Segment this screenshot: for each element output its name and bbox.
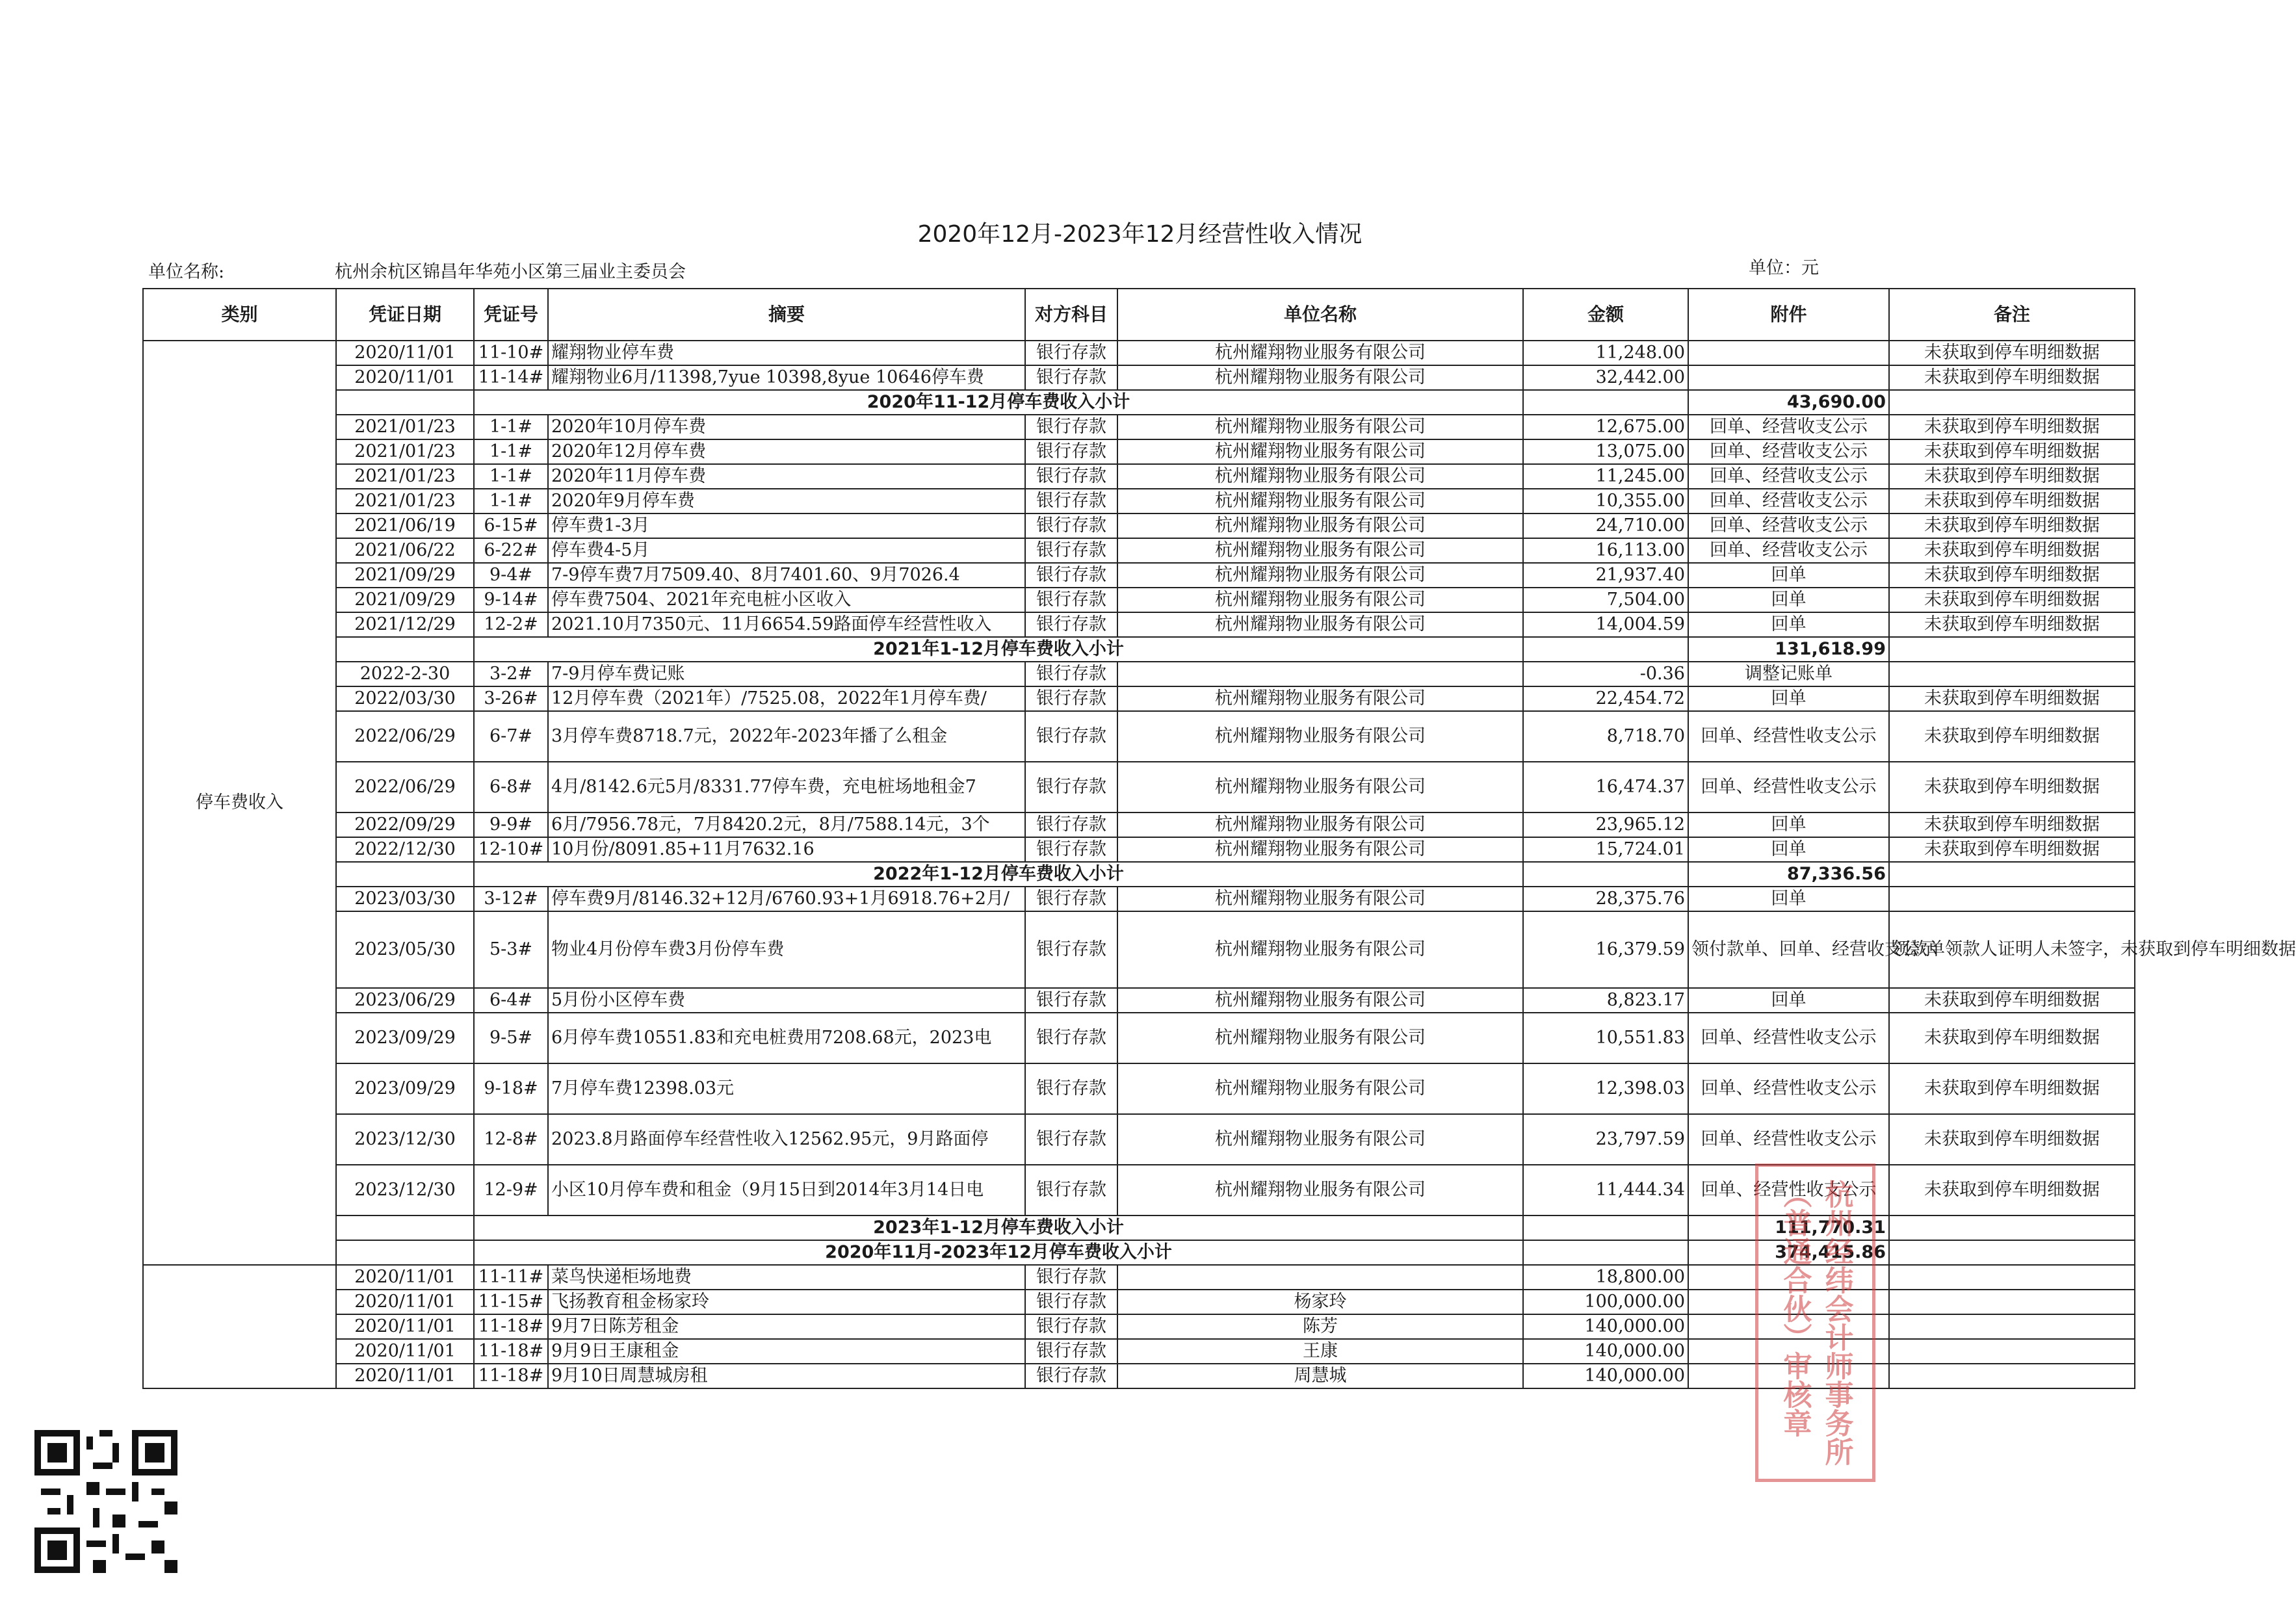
cell-note: 未获取到停车明细数据 — [1889, 588, 2135, 612]
cell-voucher: 6-15# — [474, 514, 548, 538]
cell-summary: 10月份/8091.85+11月7632.16 — [548, 837, 1025, 862]
col-voucher: 凭证号 — [474, 289, 548, 341]
cell-note: 未获取到停车明细数据 — [1889, 341, 2135, 365]
table-row — [143, 711, 2135, 762]
cell-summary: 2020年11月停车费 — [548, 464, 1025, 489]
subtotal-company-blank — [1523, 637, 1688, 662]
cell-attachment: 回单、经营收支公示 — [1688, 439, 1889, 464]
cell-voucher: 11-15# — [474, 1290, 548, 1314]
cell-date: 2020/11/01 — [336, 1265, 474, 1290]
cell-company — [1117, 662, 1523, 686]
col-company: 单位名称 — [1117, 289, 1523, 341]
cell-date: 2022/06/29 — [336, 711, 474, 762]
cell-note: 未获取到停车明细数据 — [1889, 762, 2135, 812]
cell-voucher: 3-2# — [474, 662, 548, 686]
table-row — [143, 1013, 2135, 1063]
cell-amount: 8,823.17 — [1523, 988, 1688, 1013]
cell-summary: 停车费1-3月 — [548, 514, 1025, 538]
cell-account: 银行存款 — [1025, 1364, 1117, 1388]
cell-note: 未获取到停车明细数据 — [1889, 686, 2135, 711]
cell-amount: 23,797.59 — [1523, 1114, 1688, 1165]
cell-note: 未获取到停车明细数据 — [1889, 988, 2135, 1013]
cell-voucher: 6-8# — [474, 762, 548, 812]
cell-summary: 停车费4-5月 — [548, 538, 1025, 563]
cell-company: 杭州耀翔物业服务有限公司 — [1117, 711, 1523, 762]
cell-company: 杭州耀翔物业服务有限公司 — [1117, 1013, 1523, 1063]
cell-amount: 12,398.03 — [1523, 1063, 1688, 1114]
cell-voucher: 9-14# — [474, 588, 548, 612]
cell-voucher: 5-3# — [474, 911, 548, 988]
cell-date: 2021/06/19 — [336, 514, 474, 538]
cell-company: 杭州耀翔物业服务有限公司 — [1117, 588, 1523, 612]
cell-note: 未获取到停车明细数据 — [1889, 514, 2135, 538]
subtotal-blank — [336, 637, 474, 662]
cell-account: 银行存款 — [1025, 341, 1117, 365]
cell-summary: 3月停车费8718.7元，2022年-2023年播了么租金 — [548, 711, 1025, 762]
cell-voucher: 6-22# — [474, 538, 548, 563]
cell-account: 银行存款 — [1025, 711, 1117, 762]
cell-company: 杭州耀翔物业服务有限公司 — [1117, 1114, 1523, 1165]
subtotal-row — [143, 862, 2135, 887]
cell-amount: 24,710.00 — [1523, 514, 1688, 538]
cell-attachment: 回单 — [1688, 612, 1889, 637]
cell-account: 银行存款 — [1025, 489, 1117, 514]
cell-company: 陈芳 — [1117, 1314, 1523, 1339]
category-rent — [143, 1265, 336, 1388]
cell-company: 杨家玲 — [1117, 1290, 1523, 1314]
cell-amount: 23,965.12 — [1523, 812, 1688, 837]
cell-date: 2021/09/29 — [336, 563, 474, 588]
cell-voucher: 9-18# — [474, 1063, 548, 1114]
cell-note — [1889, 1290, 2135, 1314]
cell-date: 2020/11/01 — [336, 1339, 474, 1364]
cell-company: 杭州耀翔物业服务有限公司 — [1117, 612, 1523, 637]
cell-note: 未获取到停车明细数据 — [1889, 489, 2135, 514]
cell-company: 杭州耀翔物业服务有限公司 — [1117, 1165, 1523, 1216]
cell-voucher: 12-8# — [474, 1114, 548, 1165]
col-amount: 金额 — [1523, 289, 1688, 341]
cell-company: 周慧城 — [1117, 1364, 1523, 1388]
cell-summary: 4月/8142.6元5月/8331.77停车费，充电桩场地租金7 — [548, 762, 1025, 812]
cell-amount: 28,375.76 — [1523, 887, 1688, 911]
cell-account: 银行存款 — [1025, 812, 1117, 837]
cell-date: 2022/12/30 — [336, 837, 474, 862]
cell-attachment: 回单 — [1688, 812, 1889, 837]
cell-attachment: 回单 — [1688, 837, 1889, 862]
cell-note: 未获取到停车明细数据 — [1889, 837, 2135, 862]
cell-company: 杭州耀翔物业服务有限公司 — [1117, 988, 1523, 1013]
cell-voucher: 11-14# — [474, 365, 548, 390]
subtotal-label: 2022年1-12月停车费收入小计 — [474, 862, 1523, 887]
cell-attachment: 回单、经营性收支公示 — [1688, 711, 1889, 762]
stamp-text: 杭州经纬会计师事务所（普通合伙）审核章 — [1778, 1180, 1853, 1466]
cell-account: 银行存款 — [1025, 464, 1117, 489]
table-row — [143, 415, 2135, 439]
cell-date: 2021/09/29 — [336, 588, 474, 612]
cell-company: 杭州耀翔物业服务有限公司 — [1117, 341, 1523, 365]
col-category: 类别 — [143, 289, 336, 341]
cell-attachment: 回单、经营收支公示 — [1688, 464, 1889, 489]
cell-account: 银行存款 — [1025, 988, 1117, 1013]
cell-voucher: 12-10# — [474, 837, 548, 862]
cell-company: 杭州耀翔物业服务有限公司 — [1117, 365, 1523, 390]
subtotal-label: 2023年1-12月停车费收入小计 — [474, 1216, 1523, 1240]
cell-company: 杭州耀翔物业服务有限公司 — [1117, 415, 1523, 439]
cell-date: 2021/01/23 — [336, 415, 474, 439]
cell-attachment: 回单、经营性收支公示 — [1688, 1165, 1889, 1216]
cell-note: 未获取到停车明细数据 — [1889, 1013, 2135, 1063]
subtotal-company-blank — [1523, 390, 1688, 415]
cell-summary: 停车费9月/8146.32+12月/6760.93+1月6918.76+2月/ — [548, 887, 1025, 911]
cell-company: 杭州耀翔物业服务有限公司 — [1117, 563, 1523, 588]
cell-amount: 8,718.70 — [1523, 711, 1688, 762]
cell-voucher: 11-18# — [474, 1364, 548, 1388]
cell-voucher: 11-10# — [474, 341, 548, 365]
cell-voucher: 1-1# — [474, 439, 548, 464]
cell-amount: 22,454.72 — [1523, 686, 1688, 711]
cell-account: 银行存款 — [1025, 1290, 1117, 1314]
table-row — [143, 911, 2135, 988]
subtotal-row — [143, 637, 2135, 662]
cell-account: 银行存款 — [1025, 563, 1117, 588]
currency-unit: 单位：元 — [1749, 258, 1819, 278]
cell-date: 2023/05/30 — [336, 911, 474, 988]
cell-account: 银行存款 — [1025, 911, 1117, 988]
table-row — [143, 563, 2135, 588]
cell-date: 2023/06/29 — [336, 988, 474, 1013]
table-row — [143, 686, 2135, 711]
cell-attachment: 回单、经营性收支公示 — [1688, 1013, 1889, 1063]
cell-company: 杭州耀翔物业服务有限公司 — [1117, 439, 1523, 464]
cell-note: 未获取到停车明细数据 — [1889, 1063, 2135, 1114]
cell-amount: 10,355.00 — [1523, 489, 1688, 514]
cell-account: 银行存款 — [1025, 1165, 1117, 1216]
cell-voucher: 12-9# — [474, 1165, 548, 1216]
subtotal-amount: 87,336.56 — [1688, 862, 1889, 887]
subtotal-attach-blank — [1889, 390, 2135, 415]
cell-date: 2020/11/01 — [336, 1314, 474, 1339]
cell-date: 2021/12/29 — [336, 612, 474, 637]
table-row — [143, 1114, 2135, 1165]
unit-name-label: 单位名称: — [148, 262, 225, 282]
subtotal-company-blank — [1523, 1240, 1688, 1265]
cell-summary: 2021.10月7350元、11月6654.59路面停车经营性收入 — [548, 612, 1025, 637]
cell-summary: 2020年12月停车费 — [548, 439, 1025, 464]
cell-amount: 32,442.00 — [1523, 365, 1688, 390]
col-attachment: 附件 — [1688, 289, 1889, 341]
cell-summary: 6月停车费10551.83和充电桩费用7208.68元，2023电 — [548, 1013, 1025, 1063]
table-row — [143, 464, 2135, 489]
cell-attachment: 回单、经营收支公示 — [1688, 415, 1889, 439]
cell-summary: 飞扬教育租金杨家玲 — [548, 1290, 1025, 1314]
cell-voucher: 6-7# — [474, 711, 548, 762]
cell-amount: 16,113.00 — [1523, 538, 1688, 563]
subtotal-label: 2021年1-12月停车费收入小计 — [474, 637, 1523, 662]
cell-account: 银行存款 — [1025, 887, 1117, 911]
cell-account: 银行存款 — [1025, 662, 1117, 686]
cell-account: 银行存款 — [1025, 1265, 1117, 1290]
col-summary: 摘要 — [548, 289, 1025, 341]
col-note: 备注 — [1889, 289, 2135, 341]
cell-summary: 耀翔物业停车费 — [548, 341, 1025, 365]
cell-company: 王康 — [1117, 1339, 1523, 1364]
cell-date: 2020/11/01 — [336, 1364, 474, 1388]
cell-voucher: 3-12# — [474, 887, 548, 911]
subtotal-company-blank — [1523, 862, 1688, 887]
cell-company: 杭州耀翔物业服务有限公司 — [1117, 1063, 1523, 1114]
cell-company: 杭州耀翔物业服务有限公司 — [1117, 911, 1523, 988]
cell-summary: 2020年10月停车费 — [548, 415, 1025, 439]
cell-date: 2023/03/30 — [336, 887, 474, 911]
table-row — [143, 662, 2135, 686]
cell-amount: 11,444.34 — [1523, 1165, 1688, 1216]
cell-attachment: 回单 — [1688, 887, 1889, 911]
cell-summary: 9月10日周慧城房租 — [548, 1364, 1025, 1388]
cell-company — [1117, 1265, 1523, 1290]
cell-attachment: 领付款单、回单、经营收支公示 — [1688, 911, 1889, 988]
cell-amount: 13,075.00 — [1523, 439, 1688, 464]
cell-date: 2022/03/30 — [336, 686, 474, 711]
category-parking-fee: 停车费收入 — [143, 341, 336, 1265]
cell-date: 2023/09/29 — [336, 1063, 474, 1114]
cell-amount: 16,379.59 — [1523, 911, 1688, 988]
cell-summary: 7-9停车费7月7509.40、8月7401.60、9月7026.4 — [548, 563, 1025, 588]
cell-note: 未获取到停车明细数据 — [1889, 439, 2135, 464]
cell-amount: 140,000.00 — [1523, 1364, 1688, 1388]
qr-code-icon — [34, 1430, 177, 1573]
cell-summary: 7-9月停车费记账 — [548, 662, 1025, 686]
cell-summary: 耀翔物业6月/11398,7yue 10398,8yue 10646停车费 — [548, 365, 1025, 390]
table-row — [143, 514, 2135, 538]
table-row — [143, 762, 2135, 812]
col-date: 凭证日期 — [336, 289, 474, 341]
cell-account: 银行存款 — [1025, 1339, 1117, 1364]
cell-account: 银行存款 — [1025, 762, 1117, 812]
cell-amount: 11,248.00 — [1523, 341, 1688, 365]
cell-summary: 小区10月停车费和租金（9月15日到2014年3月14日电 — [548, 1165, 1025, 1216]
cell-summary: 7月停车费12398.03元 — [548, 1063, 1025, 1114]
cell-voucher: 1-1# — [474, 415, 548, 439]
cell-voucher: 12-2# — [474, 612, 548, 637]
cell-note: 未获取到停车明细数据 — [1889, 365, 2135, 390]
cell-note: 未获取到停车明细数据 — [1889, 538, 2135, 563]
cell-date: 2022/09/29 — [336, 812, 474, 837]
cell-voucher: 1-1# — [474, 489, 548, 514]
cell-note: 未获取到停车明细数据 — [1889, 612, 2135, 637]
table-row — [143, 1063, 2135, 1114]
cell-attachment: 回单、经营性收支公示 — [1688, 1063, 1889, 1114]
table-row — [143, 988, 2135, 1013]
subtotal-label: 2020年11月-2023年12月停车费收入小计 — [474, 1240, 1523, 1265]
report-title: 2020年12月-2023年12月经营性收入情况 — [917, 221, 1363, 248]
cell-summary: 菜鸟快递柜场地费 — [548, 1265, 1025, 1290]
subtotal-blank — [336, 862, 474, 887]
cell-account: 银行存款 — [1025, 612, 1117, 637]
unit-name-value: 杭州余杭区锦昌年华苑小区第三届业主委员会 — [335, 262, 686, 282]
table-row — [143, 439, 2135, 464]
cell-note: 未获取到停车明细数据 — [1889, 563, 2135, 588]
cell-account: 银行存款 — [1025, 365, 1117, 390]
cell-amount: 10,551.83 — [1523, 1013, 1688, 1063]
table-header-row — [143, 289, 2135, 341]
cell-note — [1889, 1314, 2135, 1339]
cell-date: 2021/01/23 — [336, 489, 474, 514]
subtotal-attach-blank — [1889, 637, 2135, 662]
subtotal-company-blank — [1523, 1216, 1688, 1240]
cell-date: 2021/06/22 — [336, 538, 474, 563]
audit-stamp — [1755, 1164, 1875, 1482]
cell-voucher: 11-11# — [474, 1265, 548, 1290]
table-row — [143, 365, 2135, 390]
cell-note — [1889, 1364, 2135, 1388]
cell-note: 未获取到停车明细数据 — [1889, 711, 2135, 762]
cell-account: 银行存款 — [1025, 1013, 1117, 1063]
cell-voucher: 3-26# — [474, 686, 548, 711]
cell-date: 2023/09/29 — [336, 1013, 474, 1063]
cell-company: 杭州耀翔物业服务有限公司 — [1117, 514, 1523, 538]
cell-attachment: 调整记账单 — [1688, 662, 1889, 686]
cell-attachment: 回单 — [1688, 988, 1889, 1013]
subtotal-row — [143, 390, 2135, 415]
cell-attachment: 回单、经营性收支公示 — [1688, 1114, 1889, 1165]
table-row — [143, 588, 2135, 612]
cell-voucher: 11-18# — [474, 1339, 548, 1364]
cell-note: 未获取到停车明细数据 — [1889, 464, 2135, 489]
cell-date: 2021/01/23 — [336, 464, 474, 489]
cell-voucher: 11-18# — [474, 1314, 548, 1339]
cell-amount: 7,504.00 — [1523, 588, 1688, 612]
cell-note: 领款单领款人证明人未签字，未获取到停车明细数据 — [1889, 911, 2135, 988]
cell-attachment: 回单、经营性收支公示 — [1688, 762, 1889, 812]
cell-amount: 100,000.00 — [1523, 1290, 1688, 1314]
cell-date: 2023/12/30 — [336, 1165, 474, 1216]
subtotal-attach-blank — [1889, 1216, 2135, 1240]
subtotal-attach-blank — [1889, 862, 2135, 887]
cell-account: 银行存款 — [1025, 686, 1117, 711]
cell-date: 2021/01/23 — [336, 439, 474, 464]
subtotal-blank — [336, 1240, 474, 1265]
cell-attachment: 回单 — [1688, 588, 1889, 612]
subtotal-amount: 131,618.99 — [1688, 637, 1889, 662]
cell-attachment: 回单、经营收支公示 — [1688, 538, 1889, 563]
subtotal-attach-blank — [1889, 1240, 2135, 1265]
cell-summary: 2020年9月停车费 — [548, 489, 1025, 514]
cell-amount: 18,800.00 — [1523, 1265, 1688, 1290]
subtotal-blank — [336, 1216, 474, 1240]
cell-amount: 140,000.00 — [1523, 1314, 1688, 1339]
cell-account: 银行存款 — [1025, 439, 1117, 464]
cell-amount: 140,000.00 — [1523, 1339, 1688, 1364]
cell-account: 银行存款 — [1025, 415, 1117, 439]
cell-amount: 12,675.00 — [1523, 415, 1688, 439]
cell-date: 2022/06/29 — [336, 762, 474, 812]
cell-date: 2023/12/30 — [336, 1114, 474, 1165]
cell-voucher: 1-1# — [474, 464, 548, 489]
table-row — [143, 812, 2135, 837]
subtotal-amount: 43,690.00 — [1688, 390, 1889, 415]
table-row — [143, 538, 2135, 563]
cell-date: 2020/11/01 — [336, 365, 474, 390]
cell-date: 2020/11/01 — [336, 1290, 474, 1314]
cell-account: 银行存款 — [1025, 1114, 1117, 1165]
cell-company: 杭州耀翔物业服务有限公司 — [1117, 686, 1523, 711]
cell-note — [1889, 1339, 2135, 1364]
cell-summary: 2023.8月路面停车经营性收入12562.95元，9月路面停 — [548, 1114, 1025, 1165]
cell-amount: 16,474.37 — [1523, 762, 1688, 812]
cell-company: 杭州耀翔物业服务有限公司 — [1117, 762, 1523, 812]
cell-note — [1889, 887, 2135, 911]
subtotal-amount: 111,770.31 — [1688, 1216, 1889, 1240]
cell-summary: 停车费7504、2021年充电桩小区收入 — [548, 588, 1025, 612]
table-row — [143, 837, 2135, 862]
cell-summary: 9月7日陈芳租金 — [548, 1314, 1025, 1339]
table-row — [143, 341, 2135, 365]
subtotal-label: 2020年11-12月停车费收入小计 — [474, 390, 1523, 415]
cell-note: 未获取到停车明细数据 — [1889, 415, 2135, 439]
cell-company: 杭州耀翔物业服务有限公司 — [1117, 812, 1523, 837]
col-account: 对方科目 — [1025, 289, 1117, 341]
cell-date: 2022-2-30 — [336, 662, 474, 686]
cell-attachment: 回单 — [1688, 686, 1889, 711]
cell-voucher: 6-4# — [474, 988, 548, 1013]
table-row — [143, 489, 2135, 514]
cell-attachment: 回单 — [1688, 563, 1889, 588]
cell-amount: 15,724.01 — [1523, 837, 1688, 862]
cell-account: 银行存款 — [1025, 514, 1117, 538]
cell-attachment — [1688, 365, 1889, 390]
cell-summary: 5月份小区停车费 — [548, 988, 1025, 1013]
cell-note: 未获取到停车明细数据 — [1889, 1114, 2135, 1165]
table-row — [143, 612, 2135, 637]
cell-account: 银行存款 — [1025, 837, 1117, 862]
cell-account: 银行存款 — [1025, 538, 1117, 563]
cell-attachment — [1688, 341, 1889, 365]
cell-voucher: 9-5# — [474, 1013, 548, 1063]
cell-note — [1889, 662, 2135, 686]
cell-account: 银行存款 — [1025, 1063, 1117, 1114]
cell-company: 杭州耀翔物业服务有限公司 — [1117, 887, 1523, 911]
cell-amount: 21,937.40 — [1523, 563, 1688, 588]
cell-summary: 6月/7956.78元，7月8420.2元，8月/7588.14元，3个 — [548, 812, 1025, 837]
cell-summary: 12月停车费（2021年）/7525.08，2022年1月停车费/ — [548, 686, 1025, 711]
cell-amount: 14,004.59 — [1523, 612, 1688, 637]
subtotal-blank — [336, 390, 474, 415]
cell-summary: 9月9日王康租金 — [548, 1339, 1025, 1364]
cell-voucher: 9-4# — [474, 563, 548, 588]
cell-company: 杭州耀翔物业服务有限公司 — [1117, 464, 1523, 489]
cell-note: 未获取到停车明细数据 — [1889, 812, 2135, 837]
subtotal-amount: 374,415.86 — [1688, 1240, 1889, 1265]
cell-company: 杭州耀翔物业服务有限公司 — [1117, 837, 1523, 862]
table-row — [143, 887, 2135, 911]
cell-amount: 11,245.00 — [1523, 464, 1688, 489]
cell-account: 银行存款 — [1025, 588, 1117, 612]
cell-date: 2020/11/01 — [336, 341, 474, 365]
cell-account: 银行存款 — [1025, 1314, 1117, 1339]
cell-company: 杭州耀翔物业服务有限公司 — [1117, 538, 1523, 563]
cell-company: 杭州耀翔物业服务有限公司 — [1117, 489, 1523, 514]
cell-amount: -0.36 — [1523, 662, 1688, 686]
cell-summary: 物业4月份停车费3月份停车费 — [548, 911, 1025, 988]
cell-note: 未获取到停车明细数据 — [1889, 1165, 2135, 1216]
cell-attachment: 回单、经营收支公示 — [1688, 489, 1889, 514]
cell-voucher: 9-9# — [474, 812, 548, 837]
cell-attachment: 回单、经营收支公示 — [1688, 514, 1889, 538]
cell-note — [1889, 1265, 2135, 1290]
